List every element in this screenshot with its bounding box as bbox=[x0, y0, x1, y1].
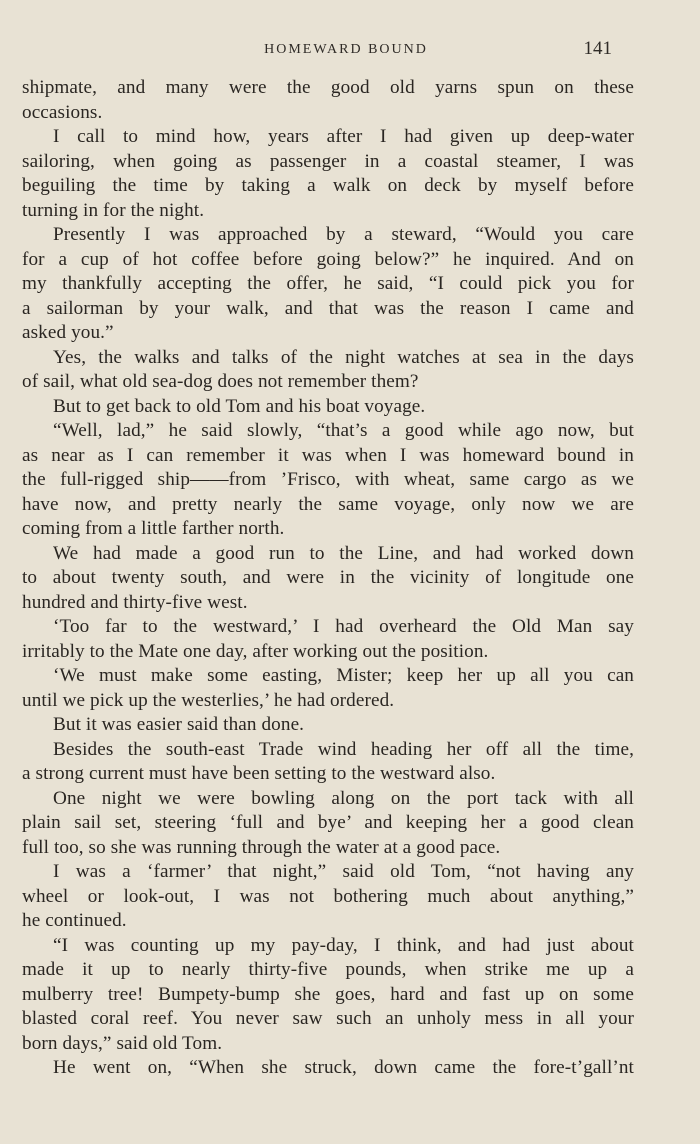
text-line: coming from a little farther north. bbox=[22, 518, 285, 539]
text-line: hundred and thirty-five west. bbox=[22, 591, 248, 613]
text-line: I was a ‘farmer’ that night,” said old Tom, “not having any bbox=[53, 861, 634, 882]
text-line: irritably to the Mate one day, after working out the position. bbox=[22, 640, 489, 662]
text-line: ‘We must make some easting, Mister; keep her up all you can bbox=[53, 665, 634, 686]
text-line: We had made a good run to the Line, and had worked down bbox=[53, 542, 634, 564]
text-line: mulberry tree! Bumpety-bump she goes, hard and fast up on some bbox=[22, 983, 634, 1005]
text-line: Presently I was approached by a steward, “Would you care bbox=[53, 224, 634, 245]
text-line: he continued. bbox=[22, 910, 127, 931]
text-line: Besides the south-east Trade wind heading her off all the time, bbox=[53, 738, 634, 760]
text-line: full too, so she was running through the water at a good pace. bbox=[22, 836, 501, 858]
text-line: wheel or look-out, I was not bothering much about anything,” bbox=[22, 885, 634, 907]
text-line: a strong current must have been setting to the westward also. bbox=[22, 763, 496, 784]
running-header bbox=[22, 36, 670, 66]
page-number: 141 bbox=[583, 38, 612, 59]
text-line: for a cup of hot coffee before going below?” he inquired. And on bbox=[22, 248, 634, 270]
text-line: my thankfully accepting the offer, he said, “I could pick you for bbox=[22, 273, 634, 294]
text-line: occasions. bbox=[22, 101, 103, 123]
text-line: “I was counting up my pay-day, I think, and had just about bbox=[53, 934, 634, 956]
text-line: made it up to nearly thirty-five pounds, when strike me up a bbox=[22, 959, 634, 980]
text-line: plain sail set, steering ‘full and bye’ and keeping her a good clean bbox=[22, 812, 634, 833]
text-line: Yes, the walks and talks of the night watches at sea in the days bbox=[53, 346, 634, 368]
text-line: turning in for the night. bbox=[22, 199, 205, 221]
text-line: have now, and pretty nearly the same voyage, only now we are bbox=[22, 493, 634, 515]
text-line: to about twenty south, and were in the vicinity of longitude one bbox=[22, 567, 634, 588]
text-line: ‘Too far to the westward,’ I had overheard the Old Man say bbox=[53, 616, 634, 637]
text-line: I call to mind how, years after I had given up deep-water bbox=[53, 126, 634, 147]
text-line: sailoring, when going as passenger in a coastal steamer, I was bbox=[22, 150, 634, 172]
text-line: the full-rigged ship——from ’Frisco, with wheat, same cargo as we bbox=[22, 469, 634, 490]
text-line: beguiling the time by taking a walk on deck by myself before bbox=[22, 175, 634, 196]
text-line: asked you.” bbox=[22, 322, 114, 343]
text-line: as near as I can remember it was when I was homeward bound in bbox=[22, 444, 634, 466]
text-line: shipmate, and many were the good old yarns spun on these bbox=[22, 77, 634, 98]
body-text bbox=[22, 76, 634, 1081]
text-line: But to get back to old Tom and his boat voyage. bbox=[53, 395, 426, 417]
text-line: But it was easier said than done. bbox=[53, 714, 305, 735]
text-line: of sail, what old sea-dog does not remember them? bbox=[22, 371, 419, 392]
text-line: until we pick up the westerlies,’ he had ordered. bbox=[22, 689, 395, 711]
text-line: a sailorman by your walk, and that was the reason I came and bbox=[22, 297, 634, 319]
text-line: “Well, lad,” he said slowly, “that’s a good while ago now, but bbox=[53, 420, 634, 441]
text-line: One night we were bowling along on the port tack with all bbox=[53, 787, 634, 809]
text-line: born days,” said old Tom. bbox=[22, 1032, 223, 1054]
text-line: He went on, “When she struck, down came the fore-t’gall’nt bbox=[53, 1057, 634, 1078]
running-title: HOMEWARD BOUND bbox=[264, 42, 428, 57]
text-line: blasted coral reef. You never saw such an unholy mess in all your bbox=[22, 1008, 634, 1029]
